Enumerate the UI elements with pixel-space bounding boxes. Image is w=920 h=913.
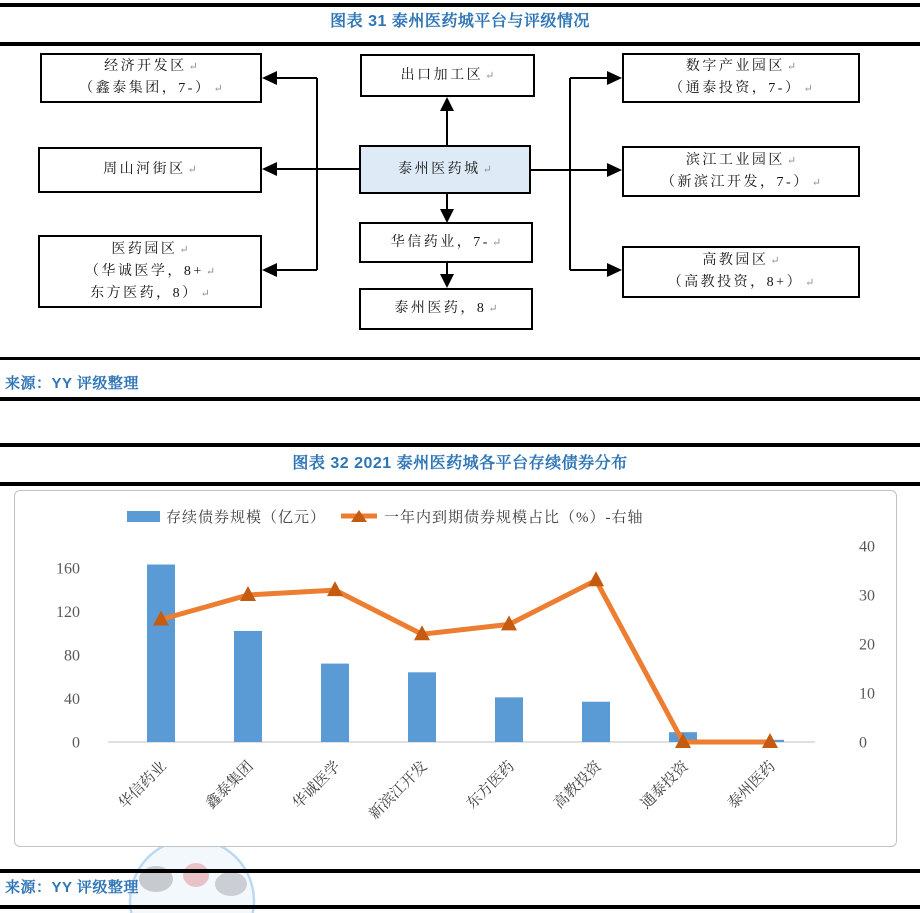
box-line: 高教园区 ↵ [702, 253, 780, 268]
x-category-label: 东方医药 [464, 758, 518, 813]
box-line: 医药园区 ↵ [111, 241, 189, 257]
x-category-label: 泰州医药 [725, 758, 779, 813]
left-axis-tick-label: 0 [72, 734, 80, 752]
x-category-label: 高教投资 [551, 758, 605, 813]
box-line: （华诚医学，8+ ↵ [84, 263, 216, 279]
bar [234, 631, 262, 742]
bar [147, 565, 175, 742]
return-mark: ↵ [213, 83, 223, 95]
diagram-box-export-processing-zone [360, 54, 535, 97]
x-category-label: 通泰投资 [638, 758, 692, 813]
return-mark: ↵ [770, 255, 780, 267]
bar [408, 672, 436, 742]
figure32-source: 来源：YY 评级整理 [5, 879, 139, 896]
box-line: （高教投资，8+） ↵ [667, 275, 815, 290]
diagram-box-higher-education-park [622, 246, 860, 298]
x-category-label: 华诚医学 [290, 758, 344, 813]
return-mark: ↵ [786, 154, 797, 167]
x-category-label: 华信药业 [116, 758, 170, 813]
diagram-box-taizhou-medical-city [359, 145, 531, 194]
legend-item-line [340, 506, 644, 526]
left-axis-tick-label: 120 [56, 603, 80, 621]
box-line: （新滨江开发，7-） ↵ [661, 174, 821, 190]
line-marker [588, 571, 604, 586]
box-line: 泰州医药城 ↵ [398, 161, 492, 177]
return-mark: ↵ [786, 61, 797, 73]
rule-fig32-bottom [0, 905, 920, 909]
diagram-box-binjiang-industrial-park [622, 146, 860, 197]
diagram-box-zhoushanhe-district [38, 147, 262, 193]
box-line: 数字产业园区 ↵ [685, 59, 797, 74]
return-mark: ↵ [205, 265, 216, 278]
figure32-chart [14, 490, 897, 847]
left-axis-tick-label: 160 [56, 560, 80, 578]
diagram-box-taizhou-pharma [359, 288, 533, 330]
rule-fig32-above-source [0, 869, 920, 873]
line-series-marker [340, 508, 378, 524]
box-line: 经济开发区 ↵ [104, 59, 198, 74]
rule-fig31-above-source [0, 357, 920, 360]
legend-item-bars [127, 506, 326, 526]
diagram-box-economic-dev-zone [40, 53, 262, 103]
return-mark: ↵ [482, 163, 492, 176]
figure31-title: 图表 31 泰州医药城平台与评级情况 [330, 13, 590, 30]
box-line: 周山河街区 ↵ [103, 162, 197, 177]
return-mark: ↵ [491, 236, 502, 249]
box-line: （通泰投资，7-） ↵ [669, 81, 813, 96]
return-mark: ↵ [485, 69, 495, 82]
line-series-label: 一年内到期债券规模占比（%）-右轴 [384, 509, 644, 526]
return-mark: ↵ [179, 243, 189, 256]
combo-chart-plot [15, 491, 896, 846]
return-mark: ↵ [488, 303, 498, 315]
box-line: （鑫泰集团，7-） ↵ [79, 81, 223, 96]
bar-series-swatch [127, 511, 160, 522]
left-axis-tick-label: 40 [64, 690, 80, 708]
right-axis-tick-label: 30 [859, 587, 875, 605]
diagram-box-pharma-park [38, 235, 262, 308]
x-category-label: 新滨江开发 [366, 758, 431, 823]
bar [582, 702, 610, 742]
right-axis-tick-label: 0 [859, 734, 867, 752]
right-axis-tick-label: 20 [859, 636, 875, 654]
figure31-source: 来源：YY 评级整理 [5, 375, 139, 392]
box-line: 东方医药，8） ↵ [90, 285, 210, 301]
return-mark: ↵ [811, 176, 821, 189]
diagram-box-huaxin-pharma [359, 222, 533, 263]
return-mark: ↵ [188, 61, 198, 73]
box-line: 华信药业，7- ↵ [390, 234, 502, 250]
figure32-title: 图表 32 2021 泰州医药城各平台存续债券分布 [292, 455, 628, 472]
box-line: 滨江工业园区 ↵ [685, 152, 797, 168]
bar-series-label: 存续债券规模（亿元） [166, 509, 327, 526]
rule-fig31-bottom [0, 397, 920, 401]
return-mark: ↵ [805, 277, 815, 289]
bar [321, 664, 349, 742]
left-axis-tick-label: 80 [64, 647, 80, 665]
rule-fig32-under-title [0, 482, 920, 486]
return-mark: ↵ [187, 164, 197, 176]
rule-fig32-top [0, 443, 920, 447]
return-mark: ↵ [200, 287, 210, 300]
diagram-box-digital-industry-park [622, 53, 860, 103]
right-axis-tick-label: 10 [859, 685, 875, 703]
box-line: 泰州医药，8 ↵ [394, 301, 498, 316]
right-axis-tick-label: 40 [859, 538, 875, 556]
bar [495, 697, 523, 742]
x-category-label: 鑫泰集团 [203, 758, 257, 813]
return-mark: ↵ [803, 83, 813, 95]
box-line: 出口加工区 ↵ [400, 67, 495, 83]
